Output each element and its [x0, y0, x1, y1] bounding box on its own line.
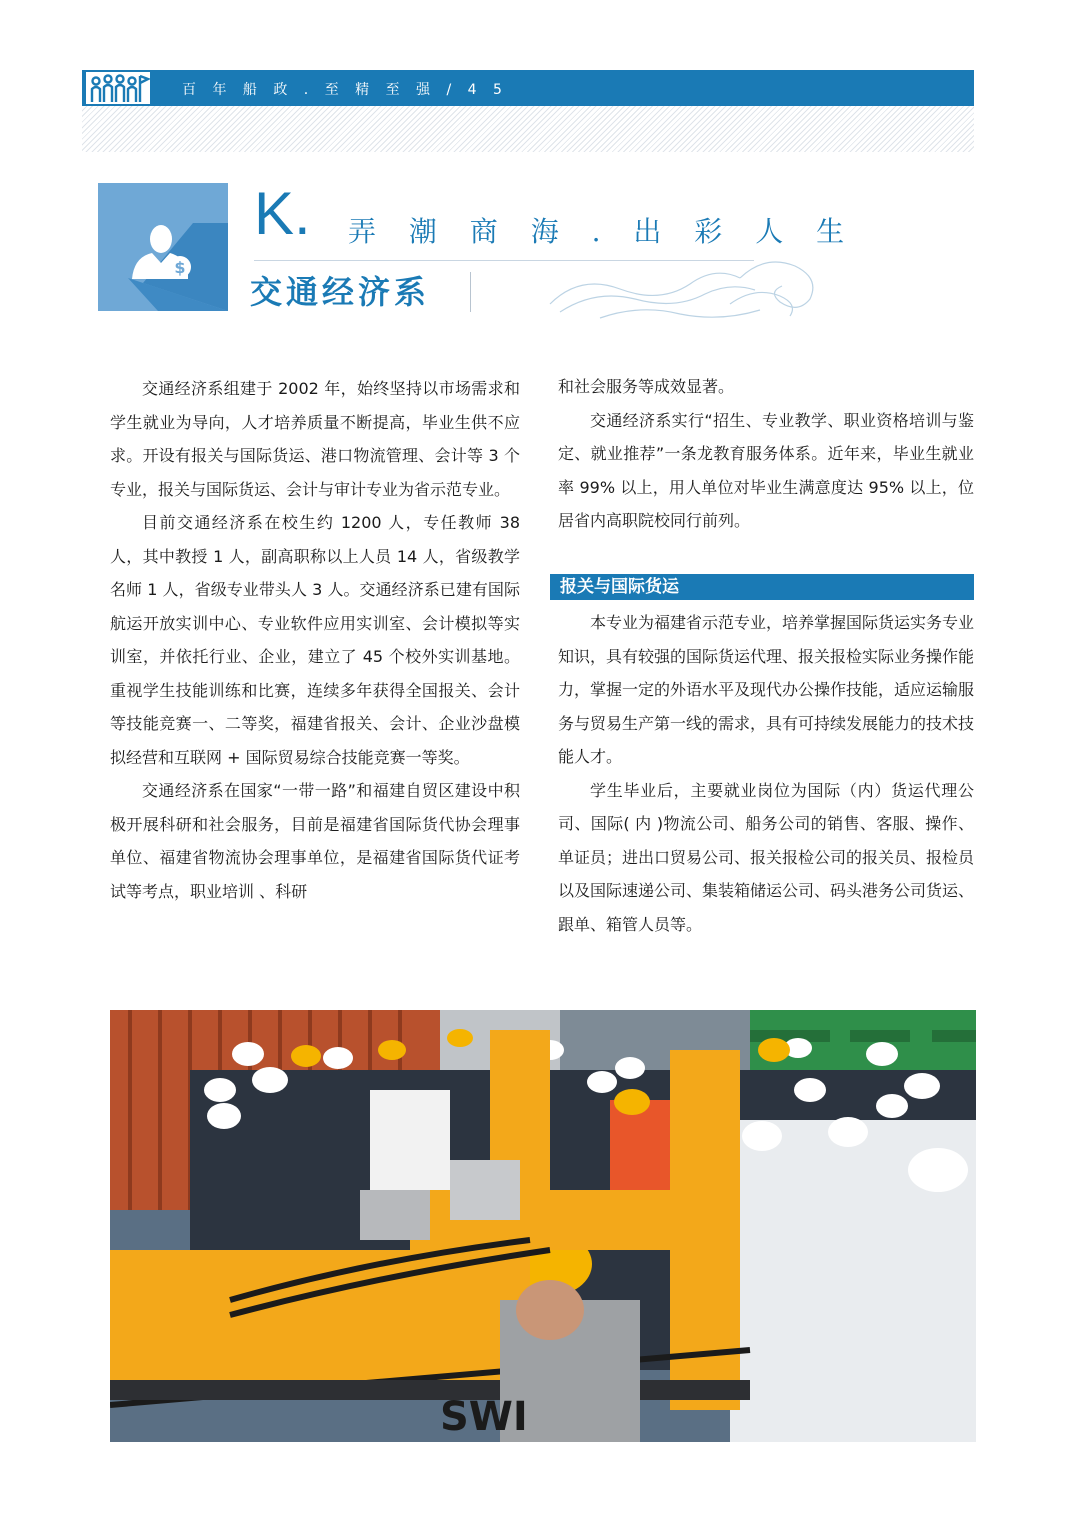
subsection-heading: 报关与国际货运: [550, 574, 974, 600]
department-title: 交通经济系: [250, 273, 431, 311]
paragraph: 交通经济系实行“招生、专业教学、职业资格培训与鉴定、就业推荐”一条龙教育服务体系。近年来，毕业生就业率 99% 以上，用人单位对毕业生满意度达 95% 以上，位居省内高职院校同行前列。: [558, 410, 974, 530]
header-hatch-band: [82, 106, 974, 152]
businessman-dollar-icon: [98, 183, 228, 311]
paragraph: 交通经济系组建于 2002 年，始终坚持以市场需求和学生就业为导向，人才培养质量不断提高，毕业生供不应求。开设有报关与国际货运、港口物流管理、会计等 3 个专业，报关与国际货运、会计与审计专业为省示范专业。: [110, 379, 520, 499]
section-letter: K.: [254, 180, 311, 247]
paragraph: 本专业为福建省示范专业，培养掌握国际货运实务专业知识，具有较强的国际货运代理、报关报检实际业务操作能力，掌握一定的外语水平及现代办公操作技能，适应运输服务与贸易生产第一线的需求，具有可持续发展能力的技术技能人才。: [558, 613, 975, 766]
paragraph: 学生毕业后，主要就业岗位为国际（内）货运代理公司、国际( 内 )物流公司、船务公司的销售、客服、操作、单证员；进出口贸易公司、报关报检公司的报关员、报检员以及国际速递公司、集装箱储运公司、码头港务公司货运、跟单、箱管人员等。: [558, 780, 975, 934]
machine-label: SWI: [440, 1394, 528, 1440]
section-slogan: 弄 潮 商 海 . 出 彩 人 生: [348, 215, 857, 248]
paragraph-continued: 和社会服务等成效显著。: [558, 377, 735, 396]
right-column-top: [558, 370, 974, 538]
title-divider: [470, 272, 471, 312]
paragraph: 交通经济系在国家“一带一路”和福建自贸区建设中积极开展科研和社会服务，目前是福建省国际货代协会理事单位、福建省物流协会理事单位，是福建省国际货代证考试等考点，职业培训 、科研: [110, 781, 520, 901]
people-flag-icon: [86, 72, 150, 104]
header-title: 百 年 船 政 . 至 精 至 强 / 4 5: [182, 82, 508, 98]
header-bar: [82, 70, 974, 106]
svg-text:$: $: [174, 258, 186, 277]
paragraph: 目前交通经济系在校生约 1200 人，专任教师 38 人，其中教授 1 人，副高职称以上人员 14 人，省级教学名师 1 人，省级专业带头人 3 人。交通经济系已建有国际航运开放实训中心、专业软件应用实训室、会计模拟等实训室，并依托行业、企业，建立了 45 个校外实训基地。重视学生技能训练和比赛，连续多年获得全国报关、会计等技能竞赛一、二等奖，福建省报关、会计、企业沙盘模拟经营和互联网 + 国际贸易综合技能竞赛一等奖。: [110, 513, 520, 767]
wave-decoration: [540, 244, 830, 324]
right-column-bottom: [558, 606, 974, 941]
students-training-photo: [110, 1010, 976, 1442]
left-column: [110, 372, 520, 908]
